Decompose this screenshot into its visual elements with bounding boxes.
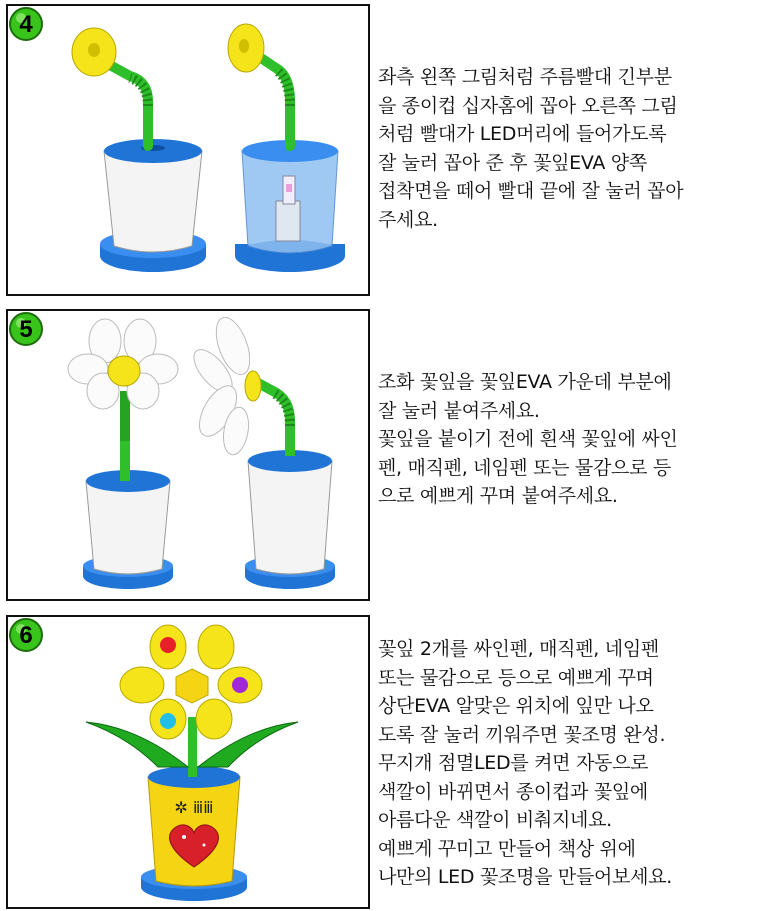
step-4 — [0, 0, 760, 300]
step-number: 5 — [19, 316, 33, 343]
step-number: 6 — [19, 622, 33, 649]
step-number-badge — [8, 6, 44, 42]
step-number-badge — [8, 617, 44, 653]
step-number-badge — [8, 311, 44, 347]
step-4-illustration — [6, 4, 370, 296]
step-6 — [0, 611, 760, 911]
step-6-illustration — [6, 615, 370, 909]
step-5-instructions: 조화 꽃잎을 꽃잎EVA 가운데 부분에 잘 눌러 붙여주세요. 꽃잎을 붙이기 전에 흰색 꽃잎에 싸인 펜, 매직펜, 네임펜 또는 물감으로 등 으로 예쁘게 꾸며 붙여주세요. — [378, 371, 678, 507]
step-5 — [0, 305, 760, 605]
step-4-instructions: 좌측 왼쪽 그림처럼 주름빨대 긴부분 을 종이컵 십자홈에 꼽아 오른쪽 그림 처럼 빨대가 LED머리에 들어가도록 잘 눌러 꼽아 준 후 꽃잎EVA 양쪽 접착면을 떼어 빨대 끝에 잘 눌러 꼽아 주세요. — [378, 66, 684, 231]
cup-straw-assembly-image — [8, 6, 368, 294]
white-petals-image — [8, 311, 368, 599]
step-number: 4 — [19, 11, 33, 38]
svg-text:✲ ⅲⅲ: ✲ ⅲⅲ — [174, 798, 214, 817]
step-5-illustration — [6, 309, 370, 601]
finished-flower-lamp-image — [8, 617, 368, 907]
step-6-instructions: 꽃잎 2개를 싸인펜, 매직펜, 네임펜 또는 물감으로 등으로 예쁘게 꾸며 상단EVA 알맞은 위치에 잎만 나오 도록 잘 눌러 끼워주면 꽃조명 완성. 무지개 점멸LED를 켜면 자동으로 색깔이 바뀌면서 종이컵과 꽃잎에 아름다운 색깔이 비춰지네요. 예쁘게 꾸미고 만들어 책상 위에 나만의 LED 꽃조명을 만들어보세요. — [378, 638, 672, 888]
